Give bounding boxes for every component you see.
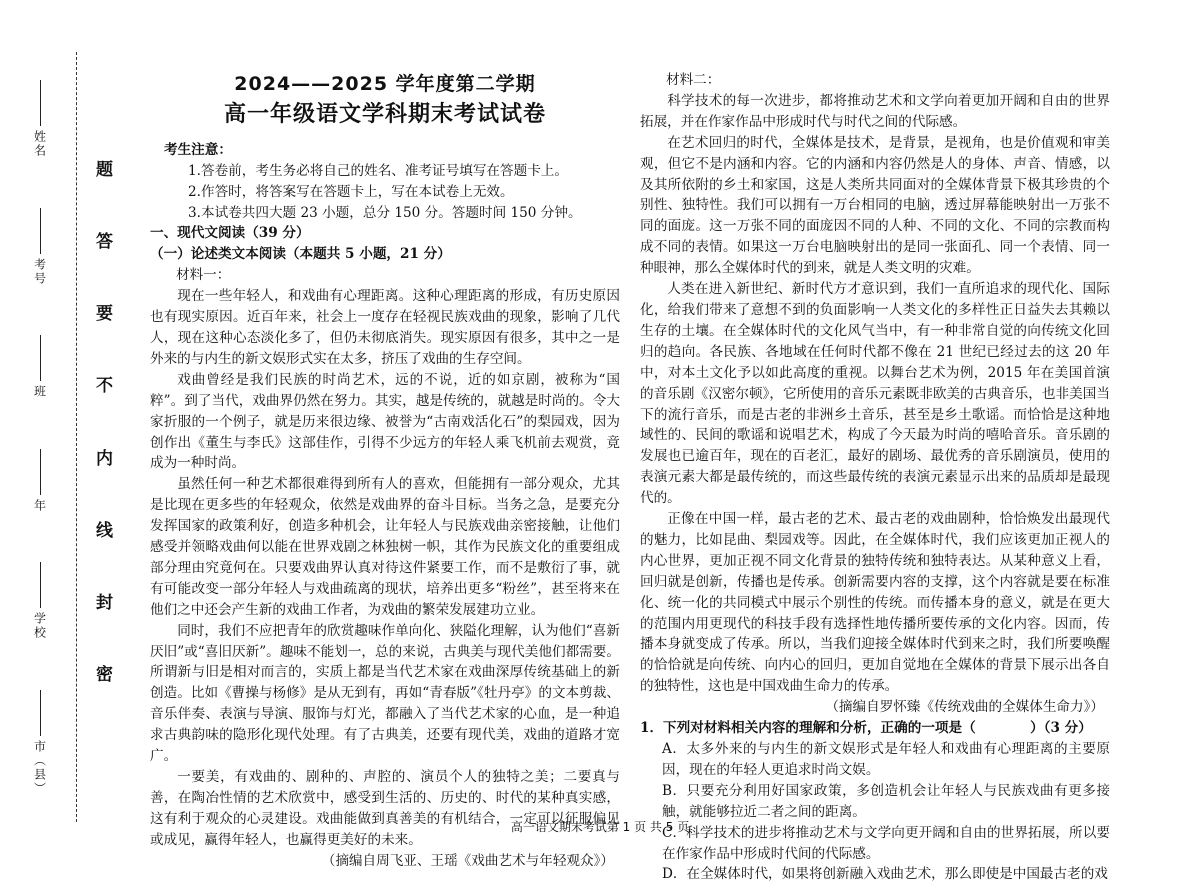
class-field	[32, 335, 49, 403]
seal-char: 内	[96, 448, 113, 469]
grade-field	[32, 449, 49, 517]
class-line	[40, 335, 41, 381]
notice-item: 1.答卷前，考生务必将自己的姓名、准考证号填写在答题卡上。	[188, 162, 568, 179]
page-footer: 高一语文期末考试第 1 页 共 5 页	[510, 820, 690, 834]
material-label: 材料二：	[666, 72, 721, 88]
subsection-heading: （一）论述类文本阅读（本题共 5 小题，21 分）	[150, 246, 451, 263]
answer-option: C．科学技术的进步将推动艺术与文学向更开阔和自由的世界拓展，所以要在作家作品中形成时代间的代际感。	[662, 824, 1110, 862]
notice-title: 考生注意：	[164, 141, 232, 158]
seal-char: 密	[96, 664, 113, 685]
name-label: 姓名	[32, 130, 47, 158]
paragraph: 现在一些年轻人，和戏曲有心理距离。这种心理距离的形成，有历史原因也有现实原因。近百年来，社会上一度存在轻视民族戏曲的现象，影响了几代人，现在这种心态淡化多了，但仍未彻底消失。现实原因有很多，其中之一是外来的与内生的新文娱形式实在太多，挤压了戏曲的生存空间。	[150, 288, 620, 367]
class-label: 班	[32, 385, 47, 400]
seal-char: 题	[96, 160, 113, 180]
exam-term-title: 2024——2025 学年度第二学期	[234, 73, 536, 95]
notice-item: 3.本试卷共四大题 23 小题，总分 150 分。答题时间 150 分钟。	[188, 204, 582, 221]
paragraph: 正像在中国一样，最古老的艺术、最古老的戏曲剧种，恰恰焕发出最现代的魅力，比如昆曲、梨园戏等。因此，在全媒体时代，我们应该更加正视人的内心世界，更加正视不同文化背景的独特传统和独特表达。从某种意义上看，回归就是创新，传播也是传承。创新需要内容的支撑，这个内容就是要在标准化、统一化的共同模式中展示个别性的传统。而传播本身的意义，就是在更大的范围内用更现代的科技手段有选择性地传播所要传承的文化内容。因而，传播本身就变成了传承。所以，当我们迎接全媒体时代到来之时，我们所要唤醒的恰恰就是向传统、向内心的回归，更加自觉地在全媒体的背景下展示出各自的独特性，这也是中国戏曲生命力的传承。	[640, 511, 1110, 695]
seal-char: 答	[96, 232, 113, 253]
material-label: 材料一：	[176, 267, 231, 284]
seal-line-warning	[96, 155, 113, 685]
answer-option: D．在全媒体时代，如果将创新融入戏曲艺术，那么即使是中国最古老的戏	[662, 866, 1108, 883]
seal-char: 不	[96, 376, 113, 397]
exam-number-label: 考号	[32, 257, 47, 286]
section-heading: 一、现代文阅读（39 分）	[150, 225, 310, 242]
exam-title: 高一年级语文学科期末考试试卷	[223, 101, 546, 127]
school-label: 学校	[32, 612, 47, 641]
city-label: 市（县）	[32, 739, 47, 796]
paragraph: 人类在进入新世纪、新时代方才意识到，我们一直所追求的现代化、国际化，给我们带来了意想不到的负面影响一人类文化的多样性正日益失去其赖以生存的土壤。在全媒体时代的文化风气当中，有一种非常自觉的向传统文化回归的趋向。各民族、各地域在任何时代都不像在 21 世纪已经过去的这 20 年中，对本土文化予以如此高度的重视。以舞台艺术为例，2015 年在美国首演的音乐剧《汉密尔顿》，它所使用的音乐元素既非欧美的古典音乐，也非美国当下的流行音乐，而是古老的非洲乡土音乐，甚至是乡土歌谣。而恰恰是这种地域性的、民间的歌谣和说唱艺术，构成了今天最为时尚的嘻哈音乐。音乐剧的发展也已逾百年，现在的百老汇，最好的剧场、最优秀的音乐剧演员，使用的表演元素大都是最传统的，而这些最传统的表演元素显示出来的品质却是最现代的。	[640, 281, 1110, 507]
answer-option: B．只要充分利用好国家政策，多创造机会让年轻人与民族戏曲有更多接触，就能够拉近二者之间的距离。	[662, 782, 1110, 820]
paragraph: 科学技术的每一次进步，都将推动艺术和文学向着更加开阔和自由的世界拓展，并在作家作品中形成时代与时代之间的代际感。	[640, 92, 1110, 130]
school-line	[40, 562, 41, 608]
question-stem: 1．下列对材料相关内容的理解和分析，正确的一项是（ ）（3 分）	[640, 720, 1092, 737]
school-field	[32, 562, 49, 644]
binding-margin	[0, 0, 140, 849]
seal-char: 封	[96, 592, 113, 613]
exam-number-line	[40, 208, 41, 254]
city-field	[32, 690, 49, 800]
notice-item: 2.作答时，将答案写在答题卡上，写在本试卷上无效。	[188, 183, 514, 200]
name-line	[40, 80, 41, 126]
paragraph: 戏曲曾经是我们民族的时尚艺术，远的不说，近的如京剧，被称为“国粹”。到了当代，戏曲界仍然在努力。其实，越是传统的，就越是时尚的。令大家折服的一个例子，就是历来很边缘、被誉为“古南戏活化石”的梨园戏，因为创作出《董生与李氏》这部佳作，引得不少远方的年轻人乘飞机前去观赏，竟成为一种时尚。	[150, 371, 620, 472]
grade-line	[40, 449, 41, 495]
exam-number-field	[32, 208, 49, 290]
grade-label: 年	[32, 498, 47, 513]
seal-char: 线	[96, 520, 113, 541]
material-source: （摘编自周飞亚、王瑶《戏曲艺术与年轻观众》）	[321, 852, 614, 869]
answer-option: A．太多外来的与内生的新文娱形式是年轻人和戏曲有心理距离的主要原因，现在的年轻人更追求时尚文娱。	[662, 741, 1110, 778]
paragraph: 在艺术回归的时代，全媒体是技术，是背景，是视角，也是价值观和审美观，但它不是内涵和内容。它的内涵和内容仍然是人的身体、声音、情感，以及其所依附的乡土和家国，这是人类所共同面对的全媒体背景下极其珍贵的个别性、独特性。我们可以拥有一万台相同的电脑，透过屏幕能映射出一万张不同的面庞。这一万张不同的面庞因不同的人种、不同的文化、不同的宗教而构成不同的表情。如果这一万台电脑映射出的是同一张面孔、同一个表情、同一种眼神，那么全媒体时代的到来，就是人类文明的灾难。	[640, 134, 1110, 277]
paragraph: 虽然任何一种艺术都很难得到所有人的喜欢，但能拥有一部分观众，尤其是比现在更多些的年轻观众，依然是戏曲界的奋斗目标。当务之急，是要充分发挥国家的政策利好，创造多种机会，让年轻人与民族戏曲亲密接触，让他们感受并领略戏曲何以能在世界戏剧之林独树一帜，其作为民族文化的重要组成部分理由究竟何在。只要戏曲界认真对待这件紧要工作，而不是敷衍了事，就有可能改变一部分年轻人与戏曲疏离的现状，培养出更多“粉丝”，甚至将来在他们之中还会产生新的戏曲工作者，为戏曲的繁荣发展建功立业。	[150, 476, 620, 618]
paragraph: 同时，我们不应把青年的欣赏趣味作单向化、狭隘化理解，认为他们“喜新厌旧”或“喜旧厌新”。趣味不能划一，总的来说，古典美与现代美他们都需要。所谓新与旧是相对而言的，实质上都是当代艺术家在戏曲深厚传统基础上的新创造。比如《曹操与杨修》是从无到有，再如“青春版”《牡丹亭》的文本剪裁、音乐伴奏、表演与导演、服饰与灯光，都融入了当代艺术家的心血，是一种追求古典韵味的隐形化现代处理。有了古典美，还要有现代美，戏曲的道路才宽广。	[150, 622, 620, 765]
left-column	[150, 74, 620, 872]
paragraph: 一要美，有戏曲的、剧种的、声腔的、演员个人的独特之美；二要真与善，在陶冶性情的艺术欣赏中，感受到生活的、历史的、时代的某种真实感，这有利于观众的心灵建设。戏曲能做到真善美的有机结合，一定可以征服偏见或成见，赢得年轻人，也赢得更美好的未来。	[150, 769, 620, 848]
city-line	[40, 690, 41, 736]
right-column	[640, 70, 1110, 885]
student-info-rail	[10, 80, 70, 800]
material-source: （摘编自罗怀臻《传统戏曲的全媒体生命力》）	[825, 699, 1104, 716]
name-field	[32, 80, 49, 162]
seal-char: 要	[96, 304, 113, 325]
binding-dashed-line	[76, 52, 77, 822]
